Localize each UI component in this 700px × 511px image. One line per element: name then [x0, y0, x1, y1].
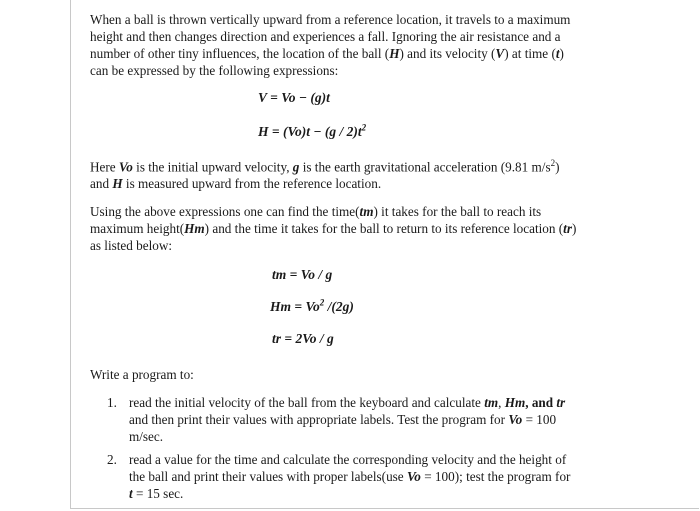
intro-line-1: When a ball is thrown vertically upward from a reference location, it travels to a maximum: [90, 12, 571, 27]
task-list: [107, 394, 585, 508]
var-Vo: Vo: [508, 412, 523, 427]
task-item-number: 2.: [107, 452, 117, 467]
var-Hm: Hm: [184, 221, 205, 236]
text: ,: [498, 395, 505, 410]
text: is the earth gravitational acceleration (9.81 m/s: [299, 159, 551, 175]
var-H: H: [112, 176, 123, 192]
text: read the initial velocity of the ball from the keyboard and calculate: [129, 395, 485, 410]
text: ) and its velocity (: [399, 46, 496, 61]
var-Vo: Vo: [406, 469, 421, 484]
text: = 100); test the program for: [420, 469, 571, 484]
intro-line-2: height and then changes direction and experiences a fall. Ignoring the air resistance and a: [90, 29, 561, 44]
var-Hm: Hm: [504, 395, 526, 410]
var-H: H: [389, 46, 400, 61]
task-2-line-1: read a value for the time and calculate the corresponding velocity and the height of: [129, 452, 567, 467]
task-2-line-3: [129, 485, 585, 502]
height-equation-exponent: 2: [361, 122, 367, 133]
task-1-line-3: m/sec.: [129, 429, 164, 444]
var-g: g: [292, 159, 300, 175]
intro-paragraph: [90, 11, 610, 79]
var-tm: tm: [359, 204, 374, 219]
text: Using the above expressions one can find the time(: [90, 204, 360, 219]
text: ): [555, 159, 560, 175]
text: ) at time (: [504, 46, 556, 61]
exponent: 2: [550, 158, 556, 168]
velocity-equation: V = Vo − (g)t: [258, 90, 330, 105]
var-tr: tr: [563, 221, 572, 236]
var-Vo: Vo: [118, 159, 133, 175]
text: is the initial upward velocity,: [132, 159, 293, 175]
height-equation: [258, 124, 366, 140]
task-heading: Write a program to:: [90, 367, 194, 382]
text: number of other tiny influences, the location of the ball (: [90, 46, 390, 61]
var-tm: tm: [484, 395, 499, 410]
text: ) and the time it takes for the ball to return to its reference location (: [204, 221, 564, 236]
task-item-number: 1.: [107, 395, 117, 410]
text: , and: [525, 395, 557, 410]
var-t: t: [555, 46, 560, 61]
text: ): [571, 221, 577, 236]
left-margin: [0, 0, 70, 511]
hm-equation-body: Hm = Vo: [270, 299, 320, 314]
intro-line-4: can be expressed by the following expressions:: [90, 63, 339, 78]
text: = 15 sec.: [132, 486, 184, 501]
here-line-1: [90, 155, 610, 175]
using-line-3: as listed below:: [90, 238, 173, 253]
text: maximum height(: [90, 221, 185, 236]
text: and then print their values with appropriate labels. Test the program for: [129, 412, 509, 427]
task-1-line-1: [129, 394, 585, 411]
text: is measured upward from the reference location.: [122, 176, 382, 192]
tr-equation: tr = 2Vo / g: [272, 331, 334, 346]
var-t: t: [129, 486, 133, 501]
task-item-2: [107, 451, 585, 502]
task-2-line-2: [129, 468, 585, 485]
height-equation-body: H = (Vo)t − (g / 2)t: [258, 124, 362, 139]
using-paragraph: [90, 203, 610, 254]
var-tr: tr: [556, 395, 566, 410]
task-1-line-2: [129, 411, 585, 428]
using-line-2: [90, 220, 610, 237]
text: ): [559, 46, 564, 61]
var-V: V: [495, 46, 505, 61]
using-line-1: [90, 203, 610, 220]
hm-equation-tail: /(2g): [324, 299, 354, 314]
text: ) it takes for the ball to reach its: [373, 204, 542, 219]
text: = 100: [522, 412, 557, 427]
intro-line-3: [90, 45, 610, 62]
here-paragraph: [90, 155, 610, 192]
text: and: [90, 176, 113, 192]
tm-equation: tm = Vo / g: [272, 267, 333, 282]
hm-equation-exponent: 2: [319, 297, 325, 308]
hm-equation: [270, 299, 354, 315]
text: the ball and print their values with proper labels(use: [129, 469, 407, 484]
here-line-2: [90, 175, 610, 192]
task-item-1: [107, 394, 585, 445]
text: Here: [90, 159, 119, 175]
